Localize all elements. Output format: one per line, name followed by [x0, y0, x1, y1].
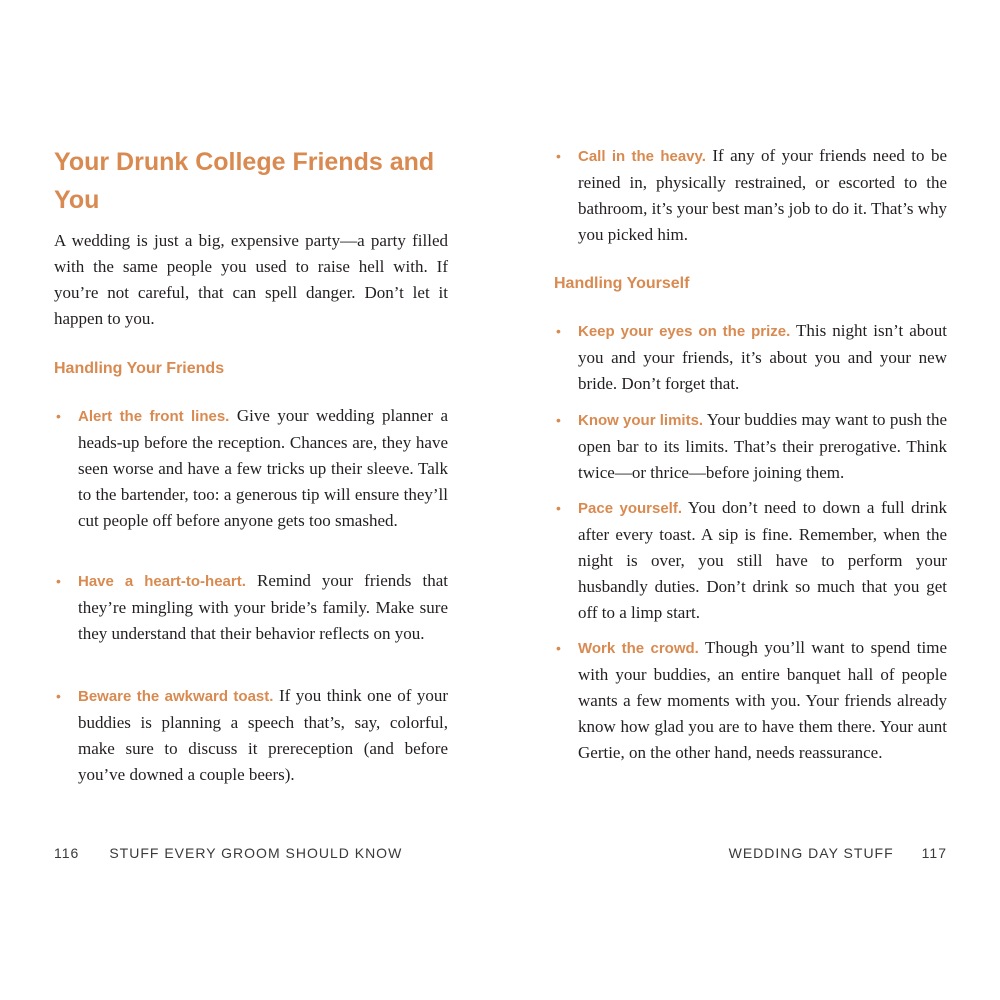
bullet-heading: Work the crowd.: [578, 640, 699, 657]
subheading-handling-your-friends: Handling Your Friends: [54, 360, 225, 377]
bullet-eyes-on-prize: [556, 318, 947, 397]
page-number: 116: [54, 845, 80, 861]
subheading-handling-yourself: Handling Yourself: [554, 275, 690, 292]
bullet-alert-front-lines: [56, 403, 448, 534]
left-footer: [54, 843, 402, 863]
bullet-heading: Call in the heavy.: [578, 148, 706, 165]
bullet-text: Though you’ll want to spend time with your buddies, an entire banquet hall of people wants a few moments with you. Your friends already know how glad you are to have them there. Your aunt Gertie, on the other hand, needs reassurance.: [578, 638, 947, 762]
bullet-heart-to-heart: [56, 568, 448, 647]
bullet-text: If any of your friends need to be reined in, physically restrained, or escorted to the bathroom, it’s your best man’s job to do it. That’s why you picked him.: [578, 146, 947, 244]
bullet-awkward-toast: [56, 683, 449, 788]
right-footer: [729, 843, 947, 863]
running-title: STUFF EVERY GROOM SHOULD KNOW: [109, 845, 403, 861]
running-title: WEDDING DAY STUFF: [728, 845, 894, 861]
bullet-icon: •: [56, 573, 61, 589]
bullet-icon: •: [56, 408, 61, 424]
bullet-know-limits: [556, 407, 947, 486]
bullet-icon: •: [556, 148, 561, 164]
bullet-call-in-heavy: [556, 143, 947, 248]
bullet-icon: •: [556, 500, 561, 516]
bullet-heading: Know your limits.: [578, 412, 704, 429]
page-number: 117: [921, 845, 947, 861]
bullet-heading: Pace yourself.: [578, 500, 683, 517]
bullet-text: Your buddies may want to push the open bar to its limits. That’s their prerogative. Think twice—or thrice—before joining them.: [578, 410, 947, 482]
bullet-text: Remind your friends that they’re mingling with your bride’s family. Make sure they understand that their behavior reflects on you.: [78, 571, 448, 643]
bullet-heading: Beware the awkward toast.: [78, 688, 274, 705]
bullet-icon: •: [556, 412, 561, 428]
bullet-text: This night isn’t about you and your friends, it’s about you and your new bride. Don’t forget that.: [578, 321, 947, 393]
bullet-work-crowd: [556, 635, 947, 766]
bullet-pace-yourself: [556, 495, 947, 626]
chapter-title: Your Drunk College Friends and You: [54, 148, 435, 214]
bullet-text: If you think one of your buddies is planning a speech that’s, say, colorful, make sure to discuss it prereception (and before you’ve downed a couple beers).: [78, 686, 449, 784]
intro-paragraph: A wedding is just a big, expensive party—a party filled with the same people you used to raise hell with. If you’re not careful, that can spell danger. Don’t let it happen to you.: [54, 231, 448, 328]
bullet-heading: Alert the front lines.: [78, 408, 230, 425]
bullet-icon: •: [556, 323, 561, 339]
bullet-text: You don’t need to down a full drink after every toast. A sip is fine. Remember, when the night is over, you still have to perform your husbandly duties. Don’t drink so much that you get off to a limp start.: [578, 498, 947, 622]
bullet-icon: •: [556, 640, 561, 656]
bullet-heading: Keep your eyes on the prize.: [578, 323, 791, 340]
bullet-icon: •: [56, 688, 61, 704]
bullet-text: Give your wedding planner a heads-up before the reception. Chances are, they have seen worse and have a few tricks up their sleeve. Talk to the bartender, too: a generous tip will ensure they’ll cut people off before anyone gets too smashed.: [78, 406, 448, 530]
bullet-heading: Have a heart-to-heart.: [78, 573, 246, 590]
